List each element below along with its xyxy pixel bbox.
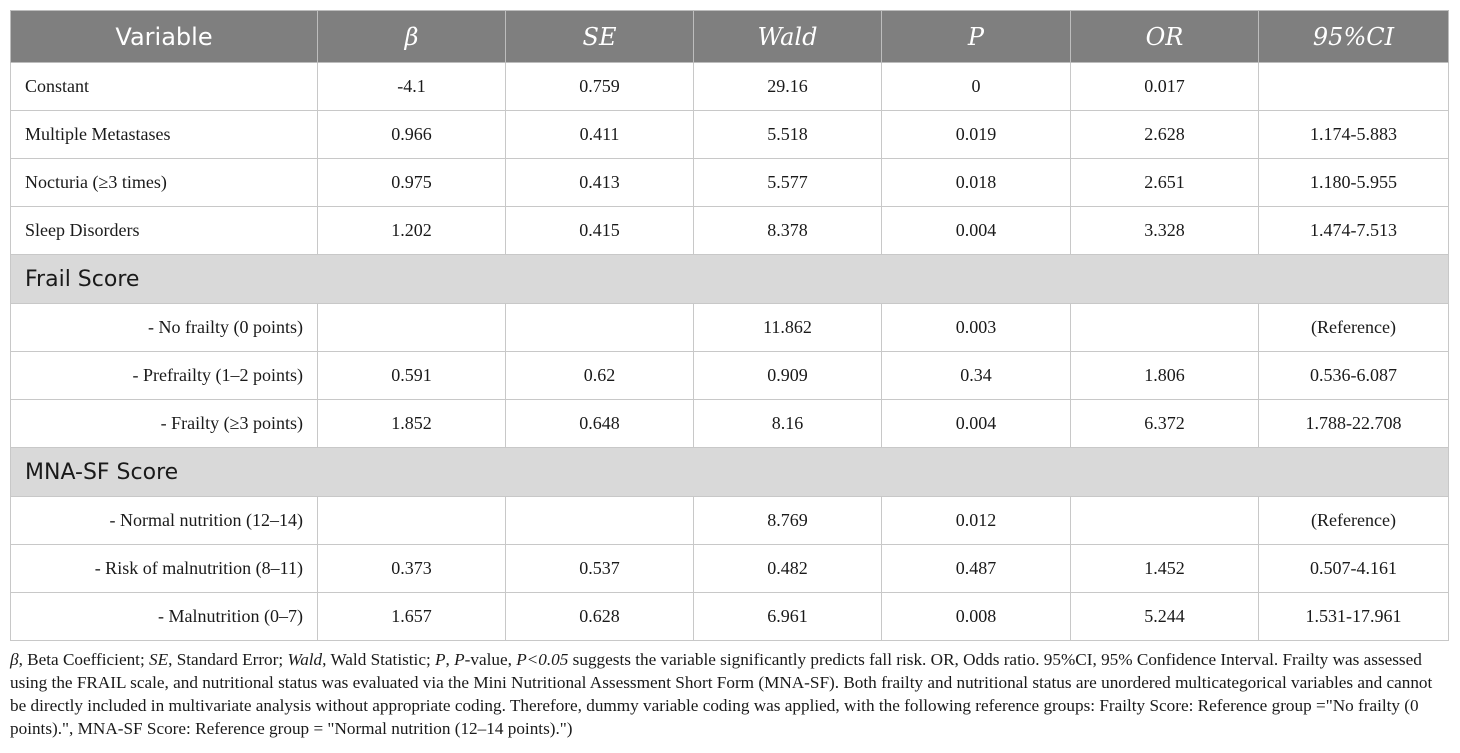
footnote-se-def: , Standard Error; bbox=[168, 650, 288, 669]
cell-wald: 11.862 bbox=[694, 304, 882, 352]
cell-variable: - Prefrailty (1–2 points) bbox=[11, 352, 318, 400]
cell-se: 0.411 bbox=[506, 111, 694, 159]
header-p: P bbox=[882, 11, 1071, 63]
cell-ci: 1.788-22.708 bbox=[1259, 400, 1449, 448]
cell-wald: 0.482 bbox=[694, 545, 882, 593]
table-row bbox=[11, 497, 1449, 545]
cell-se: 0.648 bbox=[506, 400, 694, 448]
cell-variable: Sleep Disorders bbox=[11, 207, 318, 255]
cell-ci: (Reference) bbox=[1259, 304, 1449, 352]
cell-variable: Nocturia (≥3 times) bbox=[11, 159, 318, 207]
cell-ci: 0.536-6.087 bbox=[1259, 352, 1449, 400]
header-row bbox=[11, 11, 1449, 63]
cell-se: 0.537 bbox=[506, 545, 694, 593]
cell-p: 0.003 bbox=[882, 304, 1071, 352]
cell-p: 0.487 bbox=[882, 545, 1071, 593]
cell-se: 0.628 bbox=[506, 593, 694, 641]
table-row bbox=[11, 352, 1449, 400]
footnote-beta: β bbox=[10, 650, 19, 669]
cell-wald: 8.769 bbox=[694, 497, 882, 545]
cell-or: 5.244 bbox=[1071, 593, 1259, 641]
section-row-mna bbox=[11, 448, 1449, 497]
cell-p: 0.004 bbox=[882, 400, 1071, 448]
cell-se: 0.415 bbox=[506, 207, 694, 255]
header-or: OR bbox=[1071, 11, 1259, 63]
cell-or: 1.806 bbox=[1071, 352, 1259, 400]
footnote-beta-def: , Beta Coefficient; bbox=[18, 650, 150, 669]
cell-p: 0.008 bbox=[882, 593, 1071, 641]
cell-ci: (Reference) bbox=[1259, 497, 1449, 545]
cell-se bbox=[506, 497, 694, 545]
cell-p: 0.004 bbox=[882, 207, 1071, 255]
header-beta: β bbox=[318, 11, 506, 63]
cell-or: 2.651 bbox=[1071, 159, 1259, 207]
footnote-p-def: -value, bbox=[464, 650, 517, 669]
cell-or: 0.017 bbox=[1071, 63, 1259, 111]
footnote-p: P bbox=[435, 650, 446, 669]
cell-or bbox=[1071, 497, 1259, 545]
table-container bbox=[10, 10, 1448, 641]
cell-variable: - Malnutrition (0–7) bbox=[11, 593, 318, 641]
header-wald: Wald bbox=[694, 11, 882, 63]
cell-se bbox=[506, 304, 694, 352]
cell-wald: 5.518 bbox=[694, 111, 882, 159]
cell-variable: - No frailty (0 points) bbox=[11, 304, 318, 352]
footnote-p2: P bbox=[454, 650, 465, 669]
cell-wald: 6.961 bbox=[694, 593, 882, 641]
table-row bbox=[11, 63, 1449, 111]
cell-ci: 0.507-4.161 bbox=[1259, 545, 1449, 593]
table-row bbox=[11, 159, 1449, 207]
table-row bbox=[11, 304, 1449, 352]
section-title-mna: MNA-SF Score bbox=[11, 448, 1449, 497]
cell-or: 2.628 bbox=[1071, 111, 1259, 159]
cell-p: 0.019 bbox=[882, 111, 1071, 159]
cell-or: 1.452 bbox=[1071, 545, 1259, 593]
cell-beta: 1.852 bbox=[318, 400, 506, 448]
cell-se: 0.759 bbox=[506, 63, 694, 111]
cell-beta: 0.966 bbox=[318, 111, 506, 159]
cell-beta bbox=[318, 497, 506, 545]
cell-p: 0.018 bbox=[882, 159, 1071, 207]
table-row bbox=[11, 593, 1449, 641]
cell-p: 0.012 bbox=[882, 497, 1071, 545]
cell-ci: 1.531-17.961 bbox=[1259, 593, 1449, 641]
cell-variable: - Risk of malnutrition (8–11) bbox=[11, 545, 318, 593]
cell-wald: 0.909 bbox=[694, 352, 882, 400]
cell-p: 0 bbox=[882, 63, 1071, 111]
cell-wald: 29.16 bbox=[694, 63, 882, 111]
cell-wald: 8.378 bbox=[694, 207, 882, 255]
cell-beta bbox=[318, 304, 506, 352]
cell-ci bbox=[1259, 63, 1449, 111]
cell-variable: Constant bbox=[11, 63, 318, 111]
cell-ci: 1.474-7.513 bbox=[1259, 207, 1449, 255]
footnote-wald: Wald bbox=[287, 650, 323, 669]
cell-beta: 1.657 bbox=[318, 593, 506, 641]
footnote-rest: suggests the variable significantly predicts fall risk. OR, Odds ratio. 95%CI, 95% Confidence Interval. Frailty was assessed using the FRAIL scale, and nutritional status was evaluated via the Mini Nutritional Assessment Short Form (MNA-SF). Both frailty and nutritional status are unordered multicategorical variables and cannot be directly included in multivariate analysis without appropriate coding. Therefore, dummy variable coding was applied, with the following reference groups: Frailty Score: Reference group ="No frailty (0 points).", MNA-SF Score: Reference group = "Normal nutrition (12–14 points).") bbox=[10, 650, 1433, 738]
cell-wald: 5.577 bbox=[694, 159, 882, 207]
table-row bbox=[11, 545, 1449, 593]
header-variable: Variable bbox=[11, 11, 318, 63]
footnote-wald-def: , Wald Statistic; bbox=[322, 650, 436, 669]
cell-or bbox=[1071, 304, 1259, 352]
table-row bbox=[11, 400, 1449, 448]
cell-wald: 8.16 bbox=[694, 400, 882, 448]
section-title-frail: Frail Score bbox=[11, 255, 1449, 304]
table-row bbox=[11, 111, 1449, 159]
table-row bbox=[11, 207, 1449, 255]
footnote-p-sep: , bbox=[445, 650, 455, 669]
cell-se: 0.413 bbox=[506, 159, 694, 207]
cell-beta: 0.975 bbox=[318, 159, 506, 207]
cell-beta: 1.202 bbox=[318, 207, 506, 255]
cell-variable: Multiple Metastases bbox=[11, 111, 318, 159]
cell-p: 0.34 bbox=[882, 352, 1071, 400]
table-footnote bbox=[10, 648, 1450, 740]
header-se: SE bbox=[506, 11, 694, 63]
cell-beta: 0.591 bbox=[318, 352, 506, 400]
cell-ci: 1.180-5.955 bbox=[1259, 159, 1449, 207]
footnote-se: SE bbox=[149, 650, 169, 669]
cell-ci: 1.174-5.883 bbox=[1259, 111, 1449, 159]
cell-variable: - Normal nutrition (12–14) bbox=[11, 497, 318, 545]
cell-variable: - Frailty (≥3 points) bbox=[11, 400, 318, 448]
cell-or: 3.328 bbox=[1071, 207, 1259, 255]
cell-se: 0.62 bbox=[506, 352, 694, 400]
cell-or: 6.372 bbox=[1071, 400, 1259, 448]
regression-table bbox=[10, 10, 1449, 641]
cell-beta: 0.373 bbox=[318, 545, 506, 593]
cell-beta: -4.1 bbox=[318, 63, 506, 111]
section-row-frail bbox=[11, 255, 1449, 304]
header-ci: 95%CI bbox=[1259, 11, 1449, 63]
footnote-p-threshold: P<0.05 bbox=[516, 650, 569, 669]
